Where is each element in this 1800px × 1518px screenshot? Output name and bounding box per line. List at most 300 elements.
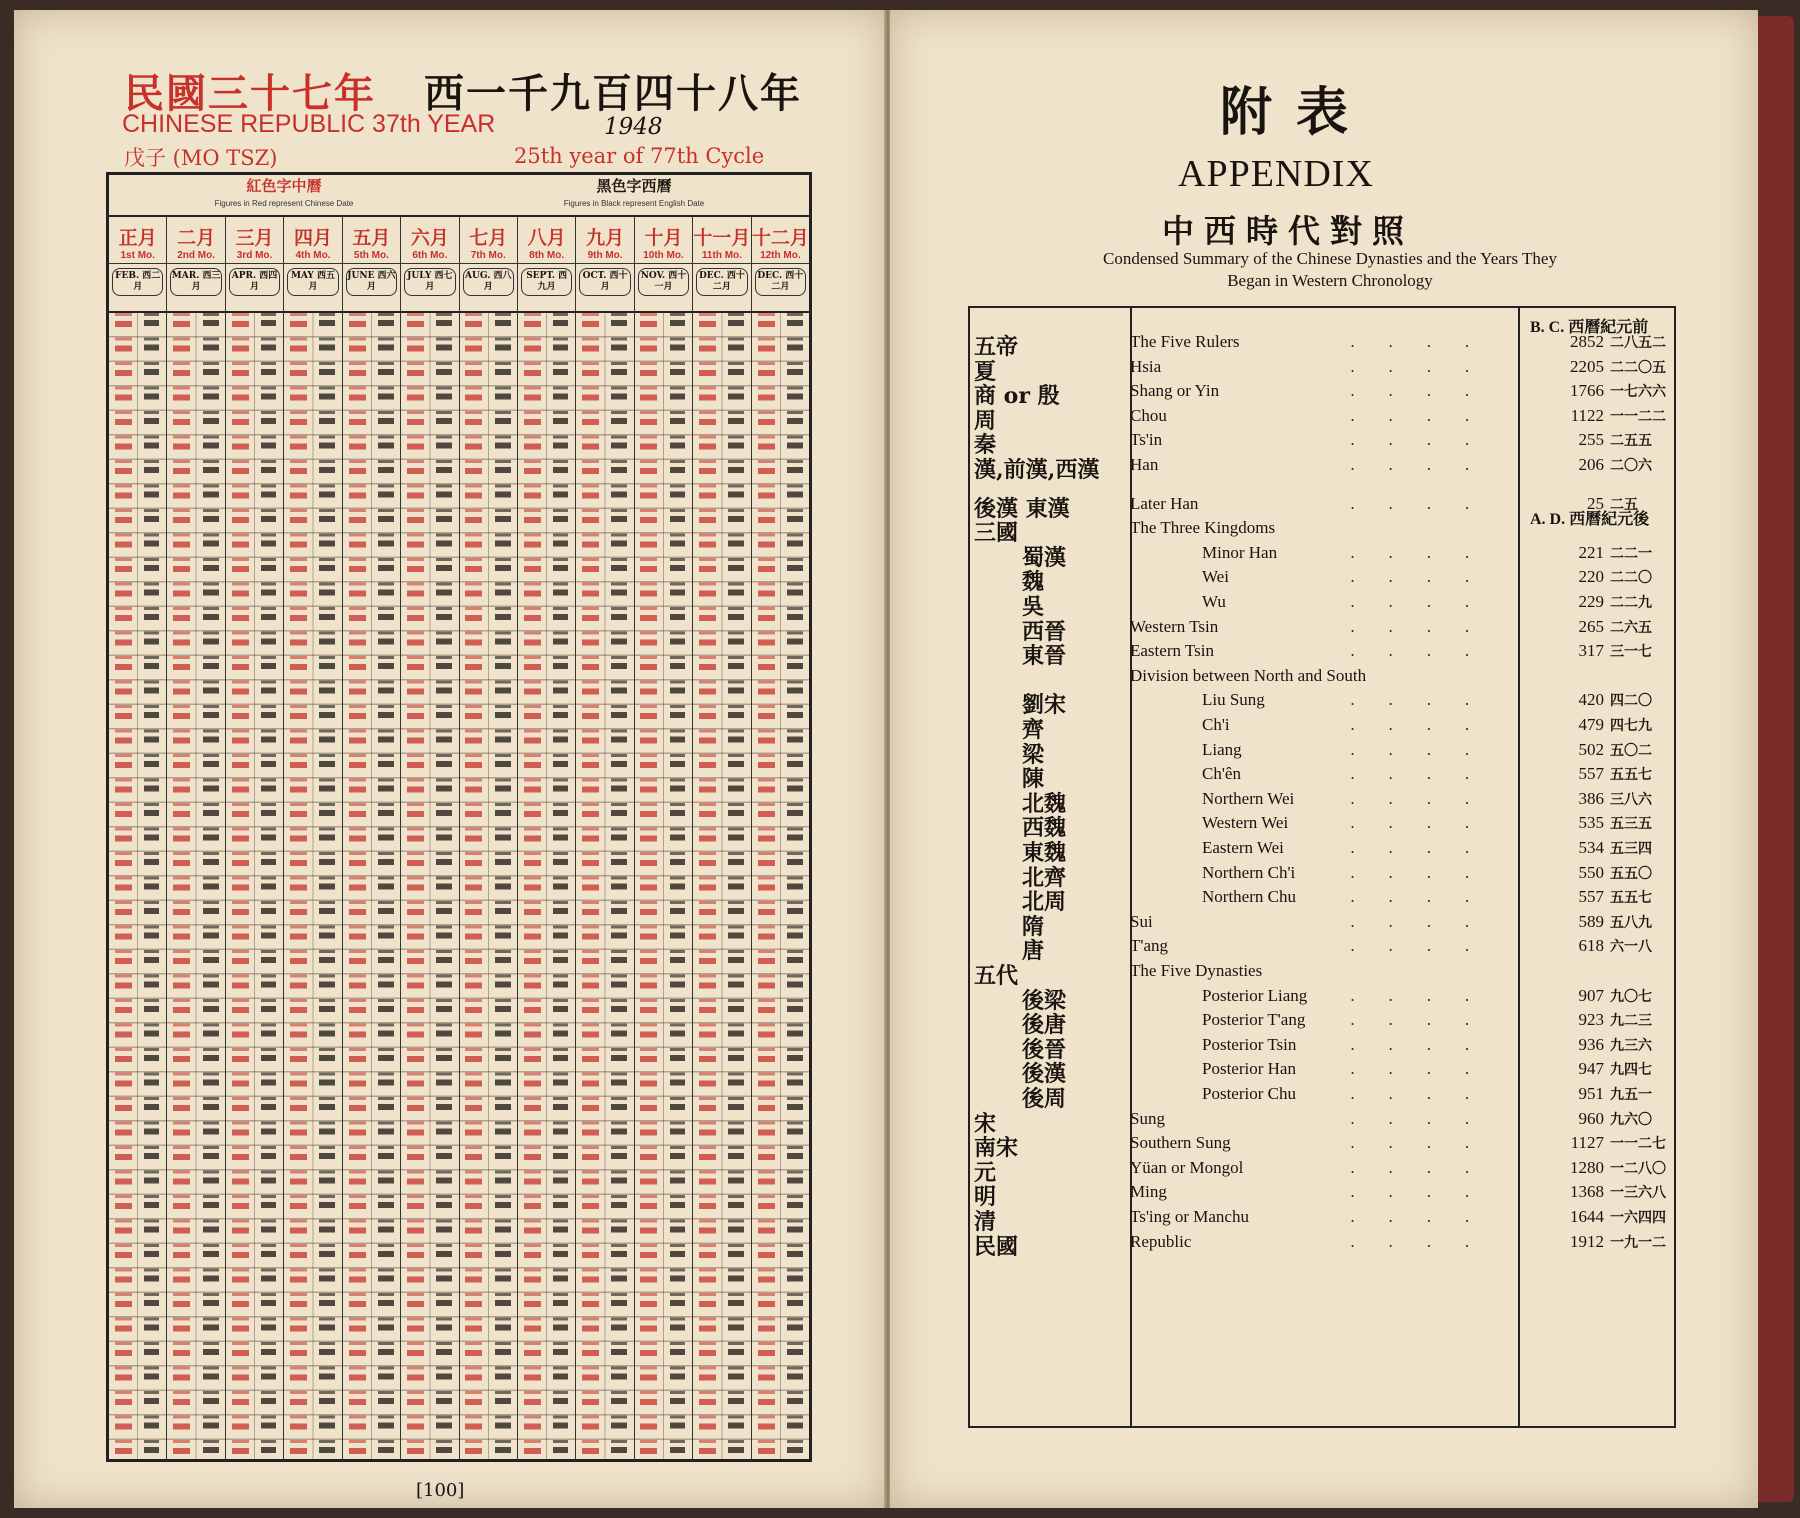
dynasty-year-cn: 九二三 [1610,1013,1652,1030]
dynasty-en: Ch'i [1202,715,1230,734]
month-column [576,217,634,1461]
chinese-dates [109,313,138,1461]
legend-black-cn: 黑色字西曆 [596,177,672,195]
era-bc-label: B. C. 西曆紀元前 [1530,319,1649,336]
leader-dots: . . . . [1350,356,1484,376]
dynasty-en: Wei [1202,567,1229,587]
chinese-dates [693,313,722,1461]
dynasty-en: Posterior Liang [1202,985,1308,1005]
month-en: JUNE 西六月 [346,268,397,296]
chinese-dates [518,313,547,1461]
dynasty-row [970,666,1674,692]
month-number: 10th Mo. [635,250,692,264]
dynasty-en: Later Han [1130,493,1199,513]
dynasty-row [970,1133,1674,1162]
leader-dots: . . . . [1350,985,1484,1005]
dynasty-year: 1368 [1570,1182,1604,1202]
leader-dots: . . . . [1350,1207,1484,1226]
leader-dots: . . . . [1350,1059,1484,1079]
leader-dots: . . . . [1350,1034,1484,1054]
dynasty-cn: 五帝 [974,334,1019,360]
dynasty-cn: 周 [974,407,997,434]
dynasty-row [970,764,1674,793]
leader-dots: . . . . [1350,690,1484,710]
dynasty-en: Ming [1130,1182,1167,1202]
title-cn-black: 西一千九百四十八年 [424,70,802,117]
chinese-dates [635,313,664,1461]
dynasty-row [970,715,1674,741]
dynasty-row [970,813,1674,842]
day-grid [635,313,692,1461]
legend-black [459,175,809,215]
dynasty-year-cn: 六一八 [1610,939,1652,956]
dynasty-year: 386 [1578,788,1604,808]
calendar-legend [109,175,809,217]
dynasty-year-cn: 三一七 [1610,644,1652,661]
dynasty-en: Sung [1130,1108,1165,1128]
leader-dots: . . . . [1350,1231,1484,1251]
month-header [460,217,517,313]
day-grid [460,313,517,1461]
dynasty-en: Yüan or Mongol [1130,1157,1244,1177]
dynasty-cn: 魏 [1022,569,1045,596]
dynasty-row [970,912,1674,938]
dynasty-year-cn: 一七六六 [1610,384,1666,401]
dynasty-year-cn: 二五 [1610,496,1638,513]
dynasty-year: 255 [1578,430,1604,450]
dynasty-row [970,887,1674,916]
dynasty-row [970,789,1674,815]
cycle-cn: 戊子 (MO TSZ) [124,146,278,170]
dynasty-cn: 宋 [974,1110,997,1137]
chinese-dates [460,313,489,1461]
dynasty-en: Northern Wei [1202,788,1295,808]
dynasty-year: 25 [1587,493,1604,513]
dynasty-en: Ts'in [1130,430,1163,450]
western-dates [430,313,459,1461]
dynasty-year: 265 [1578,616,1604,636]
month-number: 8th Mo. [518,250,575,264]
dynasty-en: Posterior T'ang [1202,1010,1306,1030]
dynasty-en: Hsia [1130,356,1162,376]
dynasty-year: 420 [1578,690,1604,710]
right-page [890,10,1758,1508]
month-column [167,217,225,1461]
dynasty-year-cn: 二二〇五 [1610,359,1666,376]
leader-dots: . . . . [1350,911,1484,931]
month-header [518,217,575,313]
dynasty-row [970,1035,1674,1061]
dynasty-en: Minor Han [1202,542,1278,562]
dynasty-row [970,381,1674,410]
leader-dots: . . . . [1350,381,1484,401]
dynasty-cn: 東晉 [1022,643,1067,670]
dynasty-row [970,1158,1674,1184]
day-grid [752,313,809,1461]
month-number: 12th Mo. [752,250,809,264]
dynasty-cn: 三國 [974,520,1019,547]
month-en: JULY 西七月 [404,268,455,296]
month-en: MAY 西五月 [287,268,338,296]
dynasty-cn: 梁 [1022,741,1045,768]
dynasty-year-cn: 三八六 [1610,791,1652,808]
dynasty-year-cn: 二二一 [1610,545,1652,562]
dynasty-year-cn: 二二〇 [1610,570,1652,587]
western-dates [664,313,693,1461]
leader-dots: . . . . [1350,1108,1484,1128]
dynasty-en: Ch'ên [1202,764,1241,784]
dynasty-year-cn: 五五七 [1610,767,1652,784]
dynasty-year: 221 [1578,542,1604,562]
dynasty-en: Division between North and South [1130,665,1367,685]
western-dates [488,313,517,1461]
dynasty-year-cn: 九五一 [1610,1087,1652,1103]
month-number: 4th Mo. [284,250,341,264]
month-column [693,217,751,1461]
dynasty-en: Northern Ch'i [1202,862,1296,882]
day-grid [226,313,283,1461]
appendix-subtitle-en [950,248,1710,292]
dynasty-cn: 後晉 [1022,1036,1067,1063]
leader-dots: . . . . [1350,1084,1484,1103]
dynasty-row [970,1207,1674,1233]
dynasty-row [970,592,1674,618]
dynasty-en: Wu [1202,592,1226,611]
month-en: MAR. 西三月 [170,268,221,296]
dynasty-cn: 隋 [1022,913,1045,940]
dynasty-cn: 西晉 [1022,618,1067,645]
day-grid [576,313,633,1461]
month-header [576,217,633,313]
day-grid [343,313,400,1461]
dynasty-year-cn: 一六四四 [1610,1210,1666,1226]
dynasty-en: Eastern Tsin [1130,641,1214,661]
dynasty-cn: 南宋 [974,1135,1019,1162]
leader-dots: . . . . [1350,1182,1484,1202]
day-grid [693,313,750,1461]
month-number: 1st Mo. [109,250,166,264]
dynasty-cn: 民國 [974,1233,1019,1260]
appendix-title-en: APPENDIX [1178,153,1374,195]
month-header [343,217,400,313]
leader-dots: . . . . [1350,887,1484,907]
western-dates [313,313,342,1461]
dynasty-year-cn: 五〇二 [1610,742,1652,759]
dynasty-en: Chou [1130,405,1167,425]
leader-dots: . . . . [1350,788,1484,808]
chinese-dates [167,313,196,1461]
dynasty-en: Han [1130,455,1159,474]
month-en: FEB. 西二月 [112,268,163,296]
leader-dots: . . . . [1350,1133,1484,1153]
dynasty-year-cn: 四七九 [1610,718,1652,734]
dynasty-en: Southern Sung [1130,1133,1231,1153]
dynasty-row [970,543,1674,569]
dynasty-year: 2852 [1570,332,1604,351]
month-columns [109,217,809,1461]
dynasty-table [968,306,1676,1428]
dynasty-row [970,406,1674,432]
dynasty-year: 1644 [1570,1207,1604,1226]
dynasty-year: 2205 [1570,356,1604,376]
dynasty-year-cn: 二六五 [1610,619,1652,636]
dynasty-en: The Five Dynasties [1130,961,1263,980]
month-number: 5th Mo. [343,250,400,264]
dynasty-row [970,494,1674,520]
leader-dots: . . . . [1350,1157,1484,1177]
month-column [284,217,342,1461]
dynasty-year: 936 [1578,1034,1604,1054]
western-dates [371,313,400,1461]
dynasty-year-cn: 二二九 [1610,595,1652,611]
month-number: 7th Mo. [460,250,517,264]
dynasty-cn: 漢,前漢,西漢 [974,457,1100,483]
month-en: SEPT. 西九月 [521,268,572,296]
dynasty-row [970,1084,1674,1110]
leader-dots: . . . . [1350,455,1484,474]
dynasty-year: 951 [1578,1084,1604,1103]
dynasty-row [970,641,1674,670]
appendix-title-cn: 附表 [1220,82,1373,143]
dynasty-year-cn: 二〇六 [1610,458,1652,474]
month-cn: 九月 [586,227,625,249]
calendar-table [106,172,812,1462]
day-grid [167,313,224,1461]
dynasty-cn: 後漢 [1022,1061,1067,1088]
month-header [284,217,341,313]
month-en: DEC. 西十二月 [696,268,747,296]
month-en: NOV. 西十一月 [638,268,689,296]
dynasty-cn: 元 [974,1159,997,1186]
month-header [693,217,750,313]
dynasty-year-cn: 五三五 [1610,816,1652,833]
dynasty-en: Republic [1130,1231,1192,1251]
dynasty-row [970,863,1674,889]
dynasty-row [970,332,1674,358]
western-dates [605,313,634,1461]
leader-dots: . . . . [1350,567,1484,587]
chinese-dates [401,313,430,1461]
page-number: [100] [416,1480,465,1501]
month-en: OCT. 西十月 [579,268,630,296]
dynasty-en: Posterior Chu [1202,1084,1296,1103]
western-dates [255,313,284,1461]
dynasty-row [970,961,1674,987]
month-column [401,217,459,1461]
dynasty-year: 220 [1578,567,1604,587]
month-column [635,217,693,1461]
dynasty-en: Liu Sung [1202,690,1265,710]
dynasty-year: 589 [1578,911,1604,931]
month-column [460,217,518,1461]
month-header [752,217,809,313]
day-grid [284,313,341,1461]
dynasty-en: Liang [1202,739,1242,759]
subtitle-line-1: Condensed Summary of the Chinese Dynasties and the Years They [1103,249,1557,268]
dynasty-year: 618 [1578,936,1604,956]
chinese-dates [226,313,255,1461]
dynasty-row [970,1232,1674,1258]
book-cover-edge [1758,16,1794,1502]
dynasty-en: The Three Kingdoms [1130,518,1276,538]
dynasty-year-cn: 五五七 [1610,890,1652,907]
month-number: 11th Mo. [693,250,750,264]
dynasty-cn: 後梁 [1022,987,1067,1014]
dynasty-year: 1766 [1570,381,1604,401]
dynasty-en: Posterior Tsin [1202,1034,1297,1054]
dynasty-year: 923 [1578,1010,1604,1030]
western-dates [780,313,809,1461]
month-column [518,217,576,1461]
era-ad-label: A. D. 西曆紀元後 [1530,511,1650,528]
dynasty-row [970,1109,1674,1135]
dynasty-cn: 唐 [1022,938,1045,965]
legend-red-en: Figures in Red represent Chinese Date [214,199,354,208]
leader-dots: . . . . [1350,813,1484,833]
month-header [401,217,458,313]
dynasty-year: 1127 [1570,1133,1604,1153]
day-grid [518,313,575,1461]
leader-dots: . . . . [1350,764,1484,784]
month-en: APR. 西四月 [229,268,280,296]
dynasty-en: Northern Chu [1202,887,1296,907]
dynasty-en: Posterior Han [1202,1059,1296,1079]
dynasty-year: 907 [1578,985,1604,1005]
dynasty-year: 947 [1578,1059,1604,1079]
title-en: CHINESE REPUBLIC 37th YEAR [122,110,496,138]
dynasty-cn: 明 [974,1184,997,1211]
month-cn: 七月 [469,227,508,249]
dynasty-cn: 五代 [974,963,1019,989]
month-header [167,217,224,313]
leader-dots: . . . . [1350,332,1484,351]
dynasty-year-cn: 二八五二 [1610,335,1666,351]
leader-dots: . . . . [1350,430,1484,450]
title-cn-red: 民國三十七年 [124,70,376,117]
dynasty-year-cn: 九四七 [1610,1062,1652,1079]
dynasty-cn: 東魏 [1022,840,1067,866]
leader-dots: . . . . [1350,641,1484,661]
month-number: 9th Mo. [576,250,633,264]
dynasty-year: 1280 [1570,1157,1604,1177]
dynasty-en: Sui [1130,911,1153,931]
dynasty-cn: 陳 [1022,766,1045,793]
dynasty-cn: 北魏 [1022,790,1067,817]
month-column [226,217,284,1461]
dynasty-en: Western Tsin [1130,616,1219,636]
dynasty-cn: 秦 [974,432,997,459]
month-number: 6th Mo. [401,250,458,264]
dynasty-cn: 劉宋 [1022,692,1067,719]
dynasty-year-cn: 九六〇 [1610,1111,1652,1128]
month-cn: 正月 [118,227,157,249]
dynasty-year-cn: 五五〇 [1610,865,1652,882]
dynasty-year-cn: 一一二七 [1610,1136,1666,1153]
left-page [14,10,886,1508]
dynasty-en: T'ang [1130,936,1168,956]
leader-dots: . . . . [1350,542,1484,562]
month-column [343,217,401,1461]
dynasty-year: 535 [1578,813,1604,833]
dynasty-year: 229 [1578,592,1604,611]
dynasty-year: 502 [1578,739,1604,759]
month-header [109,217,166,313]
dynasty-en: Ts'ing or Manchu [1130,1207,1249,1226]
dynasty-row [970,1182,1674,1211]
month-en: AUG. 西八月 [463,268,514,296]
western-dates [196,313,225,1461]
cycle-en: 25th year of 77th Cycle [514,144,765,168]
year: 1948 [604,114,663,140]
month-en: DEC. 西十二月 [755,268,806,296]
dynasty-cn: 西魏 [1022,815,1067,842]
day-grid [401,313,458,1461]
dynasty-row [970,567,1674,596]
dynasty-year-cn: 一三六八 [1610,1185,1666,1202]
month-header [226,217,283,313]
leader-dots: . . . . [1350,405,1484,425]
dynasty-en: Shang or Yin [1130,381,1220,401]
dynasty-cn: 吳 [1022,594,1045,620]
leader-dots: . . . . [1350,739,1484,759]
dynasty-year-cn: 一一二二 [1610,408,1666,425]
month-cn: 五月 [352,227,391,249]
chinese-dates [343,313,372,1461]
dynasty-cn: 蜀漢 [1022,544,1067,571]
month-cn: 十一月 [693,227,751,249]
month-cn: 二月 [177,227,216,249]
dynasty-cn: 後周 [1022,1086,1067,1112]
dynasty-year-cn: 一二八〇 [1610,1160,1666,1177]
dynasty-year: 557 [1578,764,1604,784]
dynasty-cn: 齊 [1022,717,1045,743]
dynasty-year: 479 [1578,715,1604,734]
dynasty-year: 317 [1578,641,1604,661]
dynasty-year-cn: 五八九 [1610,914,1652,931]
leader-dots: . . . . [1350,715,1484,734]
dynasty-year: 1122 [1570,405,1604,425]
dynasty-cn: 後漢 東漢 [974,495,1070,522]
chinese-dates [576,313,605,1461]
dynasty-cn: 後唐 [1022,1012,1067,1039]
dynasty-row [970,617,1674,643]
leader-dots: . . . . [1350,493,1484,513]
month-number: 3rd Mo. [226,250,283,264]
month-cn: 十月 [644,227,683,249]
leader-dots: . . . . [1350,862,1484,882]
day-grid [109,313,166,1461]
dynasty-year: 206 [1578,455,1604,474]
month-number: 2nd Mo. [167,250,224,264]
dynasty-row [970,690,1674,719]
dynasty-year-cn: 一九一二 [1610,1234,1666,1251]
dynasty-cn: 北周 [1022,889,1067,916]
dynasty-row [970,455,1674,481]
dynasty-year-cn: 九〇七 [1610,988,1652,1005]
dynasty-year: 534 [1578,838,1604,857]
leader-dots: . . . . [1350,838,1484,857]
dynasty-year-cn: 五三四 [1610,841,1652,857]
dynasty-year: 960 [1578,1108,1604,1128]
dynasty-row [970,357,1674,383]
legend-red-cn: 紅色字中曆 [246,177,322,195]
chinese-dates [284,313,313,1461]
leader-dots: . . . . [1350,616,1484,636]
legend-black-en: Figures in Black represent English Date [563,199,705,208]
dynasty-row [970,518,1674,547]
leader-dots: . . . . [1350,936,1484,956]
month-cn: 十二月 [751,227,809,249]
